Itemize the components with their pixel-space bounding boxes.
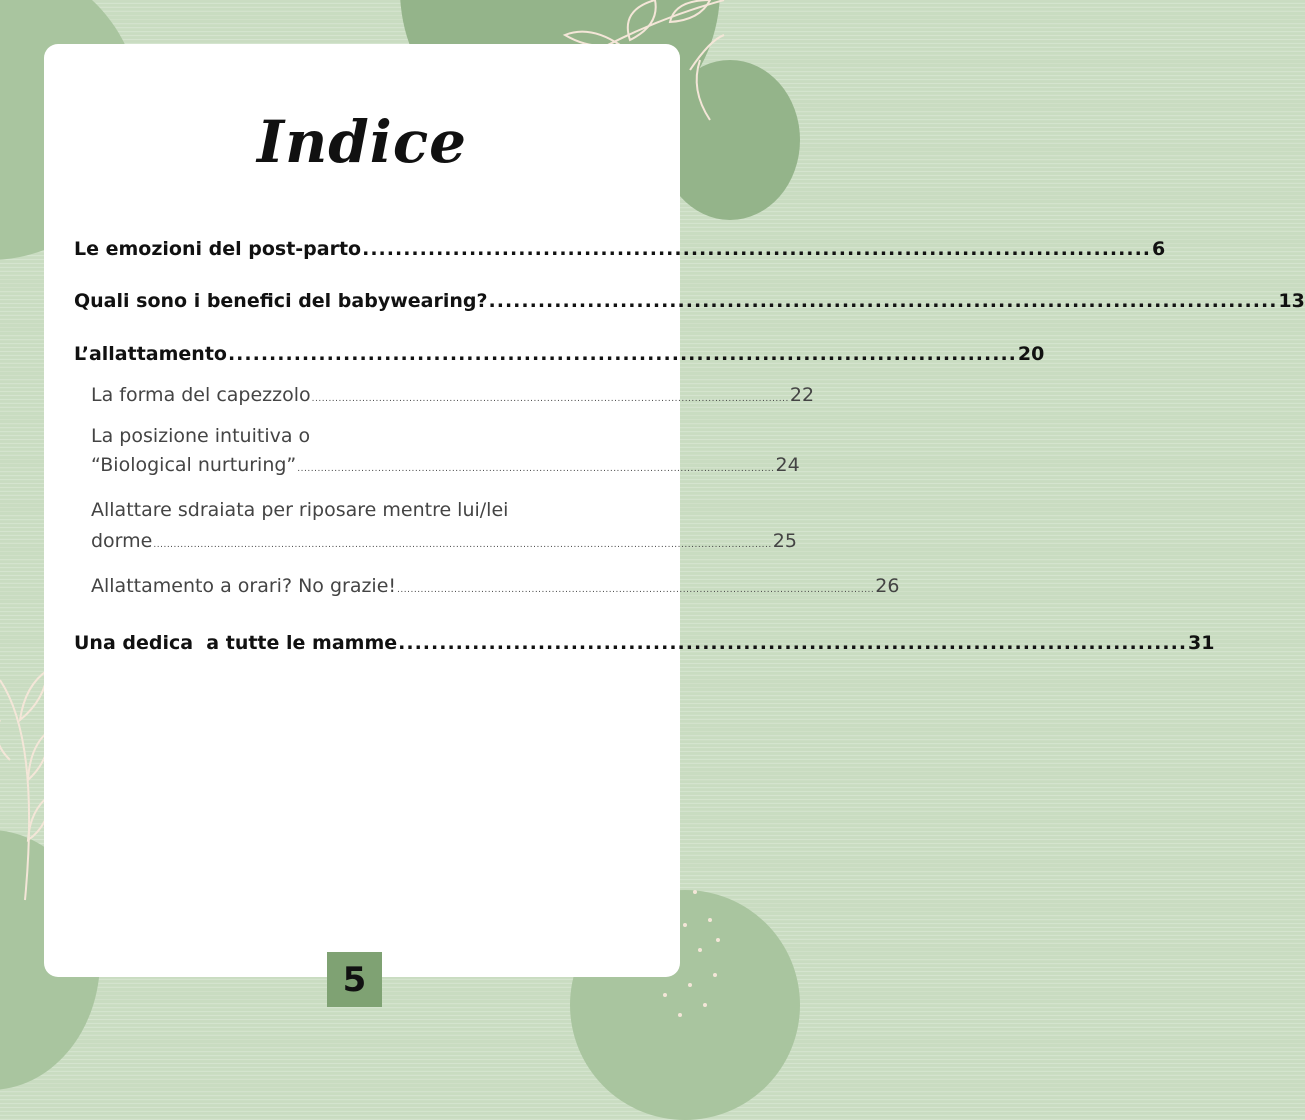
toc-item-label: Le emozioni del post-parto — [74, 238, 362, 260]
page-title: Indice — [256, 108, 468, 176]
toc-subitem-page: 26 — [875, 575, 900, 597]
toc-subitem-posizione[interactable] — [91, 454, 800, 476]
toc-item-emozioni[interactable] — [74, 238, 1166, 260]
toc-leader-dots: ................................................................................................ — [488, 290, 1278, 312]
toc-item-dedica[interactable] — [74, 632, 1215, 654]
toc-item-babywearing[interactable] — [74, 290, 1305, 312]
toc-leader-dots: ................................................................................................ — [227, 343, 1017, 365]
toc-subitem-label: dorme — [91, 530, 153, 552]
toc-leader-dots: ........................................................................................................................................................................................ — [153, 540, 772, 550]
toc-subitem-page: 24 — [775, 454, 800, 476]
toc-subitem-posizione-line1[interactable]: La posizione intuitiva o — [91, 425, 311, 447]
toc-leader-dots: .............................................................................................................................................. — [311, 394, 789, 404]
toc-item-label: Quali sono i benefici del babywearing? — [74, 290, 488, 312]
toc-subitem-page: 22 — [789, 384, 815, 406]
leaf-sprig-icon — [0, 640, 50, 900]
toc-subitem-orari[interactable] — [91, 575, 900, 597]
toc-leader-dots: ................................................................................................ — [362, 238, 1152, 260]
toc-subitem-label: Allattamento a orari? No grazie! — [91, 575, 397, 597]
toc-subitem-sdraiata-line1[interactable]: Allattare sdraiata per riposare mentre lui/lei — [91, 499, 509, 521]
toc-subitem-sdraiata[interactable] — [91, 530, 797, 552]
toc-leader-dots: .............................................................................................................................................. — [297, 464, 775, 474]
toc-subitem-capezzolo[interactable] — [91, 384, 815, 406]
page-number-badge: 5 — [327, 952, 382, 1007]
toc-item-page: 6 — [1152, 238, 1166, 260]
toc-item-label: Una dedica a tutte le mamme — [74, 632, 398, 654]
toc-item-label: L’allattamento — [74, 343, 227, 365]
toc-item-page: 13 — [1278, 290, 1305, 312]
toc-leader-dots: ................................................................................................ — [398, 632, 1188, 654]
toc-leader-dots: .............................................................................................................................................. — [397, 585, 875, 595]
toc-item-page: 20 — [1017, 343, 1045, 365]
toc-item-page: 31 — [1188, 632, 1215, 654]
toc-subitem-page: 25 — [772, 530, 797, 552]
toc-subitem-label: “Biological nurturing” — [91, 454, 297, 476]
toc-item-allattamento[interactable] — [74, 343, 1045, 365]
toc-subitem-label: La forma del capezzolo — [91, 384, 311, 406]
